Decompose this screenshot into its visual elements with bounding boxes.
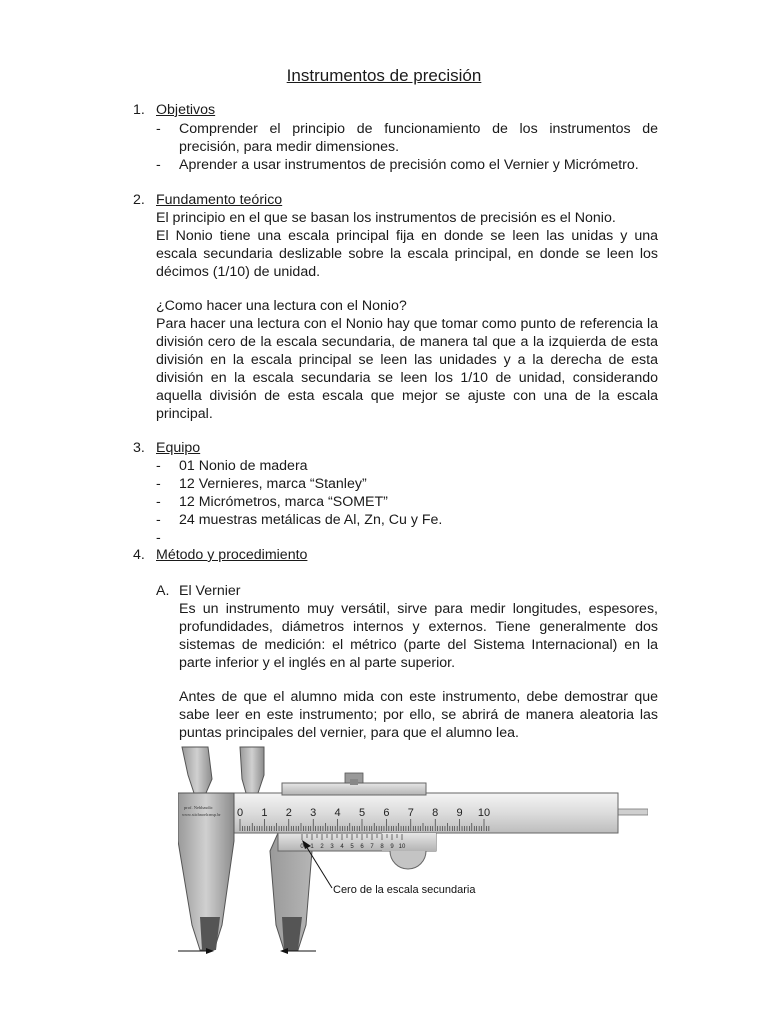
- bullet-dash: -: [156, 121, 161, 137]
- paragraph-line: décimos (1/10) de unidad.: [156, 264, 321, 280]
- main-scale-label: 3: [310, 807, 317, 819]
- main-scale-label: 2: [285, 807, 292, 819]
- main-scale-label: 6: [383, 807, 390, 819]
- vernier-scale-label: 3: [330, 844, 334, 850]
- section-heading-fundamento: Fundamento teórico: [156, 192, 283, 208]
- vernier-scale-label: 8: [380, 844, 384, 850]
- main-beam: [178, 793, 618, 833]
- vernier-scale-label: 2: [320, 844, 324, 850]
- paragraph-line: aquella división de esta escala que mejor se ajuste con una de la escala: [156, 388, 658, 404]
- main-scale-label: 4: [334, 807, 341, 819]
- vernier-caliper-figure: [178, 745, 648, 960]
- objective-line: Comprender el principio de funcionamiento de los instrumentos de: [179, 121, 658, 137]
- paragraph-line: Es un instrumento muy versátil, sirve para medir longitudes, espesores,: [179, 601, 658, 617]
- paragraph-line: división en la escala principal se leen las unidades y a la derecha de esta: [156, 352, 658, 368]
- equipment-item: 12 Micrómetros, marca “SOMET”: [179, 494, 388, 510]
- main-scale-label: 1: [261, 807, 268, 819]
- section-heading-objetivos: Objetivos: [156, 102, 216, 118]
- main-scale-label: 0: [236, 807, 244, 819]
- bullet-dash: -: [156, 157, 161, 173]
- bullet-dash: -: [156, 530, 161, 546]
- brand-text: prof. Nebhasdic: [184, 805, 213, 810]
- section-number: 4.: [133, 547, 145, 563]
- paragraph-line: escala secundaria deslizable sobre la escala principal, en donde se leen los: [156, 246, 658, 262]
- paragraph-line: puntas principales del vernier, para que el alumno lea.: [179, 725, 519, 741]
- section-number: 1.: [133, 102, 145, 118]
- subsection-letter: A.: [156, 583, 170, 599]
- subsection-heading: El Vernier: [179, 583, 241, 599]
- main-scale-label: 8: [432, 807, 439, 819]
- paragraph-line: Antes de que el alumno mida con este instrumento, debe demostrar que: [179, 689, 658, 705]
- main-scale-label: 10: [477, 807, 491, 819]
- paragraph-line: El principio en el que se basan los instrumentos de precisión es el Nonio.: [156, 210, 616, 226]
- paragraph-line: división cero de la escala secundaria, de manera tal que a la izquierda de esta: [156, 334, 658, 350]
- upper-fixed-jaw: [182, 747, 212, 793]
- vernier-scale-label: 1: [310, 844, 314, 850]
- vernier-scale-label: 7: [370, 844, 374, 850]
- question-line: ¿Como hacer una lectura con el Nonio?: [156, 298, 407, 314]
- section-number: 3.: [133, 440, 145, 456]
- section-heading-equipo: Equipo: [156, 440, 201, 456]
- section-heading-metodo: Método y procedimiento: [156, 547, 308, 563]
- equipment-item: 24 muestras metálicas de Al, Zn, Cu y Fe.: [179, 512, 443, 528]
- equipment-item: 01 Nonio de madera: [179, 458, 308, 474]
- bullet-dash: -: [156, 494, 161, 510]
- vernier-scale-label: 10: [398, 844, 406, 850]
- vernier-scale-label: 9: [390, 844, 394, 850]
- brand-text: www.stichnoelr.msp.br: [182, 812, 221, 817]
- vernier-scale-label: 5: [350, 844, 354, 850]
- fixed-jaw-tip: [200, 917, 220, 950]
- callout-label: Cero de la escala secundaria: [333, 884, 476, 896]
- paragraph-line: El Nonio tiene una escala principal fija en donde se leen las unidas y una: [156, 228, 658, 244]
- main-scale-label: 5: [358, 807, 366, 819]
- vernier-scale-label: 0: [300, 844, 304, 850]
- bullet-dash: -: [156, 512, 161, 528]
- paragraph-line: principal.: [156, 406, 213, 422]
- bullet-dash: -: [156, 458, 161, 474]
- vernier-scale-label: 6: [360, 844, 364, 850]
- upper-sliding-jaw: [240, 747, 264, 793]
- section-number: 2.: [133, 192, 145, 208]
- paragraph-line: parte inferior y el inglés en al parte superior.: [179, 655, 456, 671]
- vernier-scale-label: 4: [340, 844, 344, 850]
- objective-line: Aprender a usar instrumentos de precisión como el Vernier y Micrómetro.: [179, 157, 639, 173]
- paragraph-line: sistemas de medición: el métrico (parte del Sistema Internacional) en la: [179, 637, 658, 653]
- main-scale-label: 7: [407, 807, 414, 819]
- objective-line: precisión, para medir dimensiones.: [179, 139, 400, 155]
- main-scale-label: 9: [456, 807, 463, 819]
- paragraph-line: Para hacer una lectura con el Nonio hay que tomar como punto de referencia la: [156, 316, 658, 332]
- paragraph-line: división en la escala secundaria se leen los 1/10 de unidad, considerando: [156, 370, 658, 386]
- depth-rod: [615, 809, 648, 815]
- paragraph-line: profundidades, diámetros internos y externos. Tiene generalmente dos: [179, 619, 658, 635]
- paragraph-line: sabe leer en este instrumento; por ello, se abrirá de manera aleatoria las: [179, 707, 658, 723]
- bullet-dash: -: [156, 476, 161, 492]
- document-title: Instrumentos de precisión: [286, 66, 482, 85]
- equipment-item: 12 Vernieres, marca “Stanley”: [179, 476, 367, 492]
